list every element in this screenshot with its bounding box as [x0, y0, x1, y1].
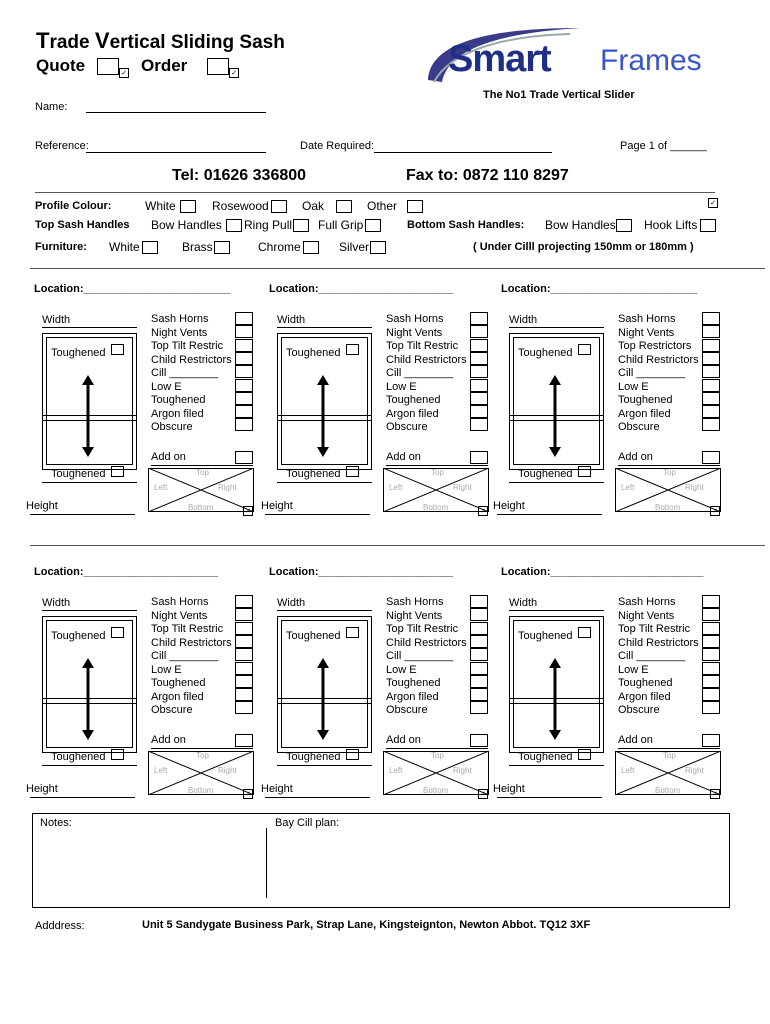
right-label: Right [685, 483, 704, 492]
option-label: Sash Horns [386, 313, 444, 325]
option-checkbox[interactable] [235, 635, 253, 648]
bottom-hook-lifts-checkbox[interactable] [700, 219, 716, 232]
width-label: Width [509, 314, 538, 326]
slide-arrow-icon [80, 375, 96, 457]
bottom-bow-handles: Bow Handles [545, 218, 616, 232]
option-checkbox[interactable] [470, 688, 488, 701]
toughened-bottom-line [42, 482, 137, 483]
title-big-t: T [36, 28, 50, 53]
width-label: Width [509, 597, 538, 609]
furniture-label: Furniture: [35, 241, 87, 253]
top-label: Top [663, 468, 676, 477]
option-checkbox[interactable] [702, 405, 720, 418]
toughened-bottom-line [42, 765, 137, 766]
bottom-label: Bottom [423, 786, 449, 795]
option-label: Sash Horns [386, 596, 444, 608]
option-checkbox[interactable] [702, 648, 720, 661]
width-field[interactable] [42, 610, 137, 611]
order-tick-icon: ✓ [229, 68, 239, 78]
slide-arrow-icon [315, 658, 331, 740]
furniture-brass: Brass [182, 240, 213, 254]
option-label: Argon filed [386, 690, 439, 703]
toughened-bottom-line [509, 765, 604, 766]
toughened-top-label: Toughened [286, 630, 341, 642]
toughened-top-checkbox[interactable] [346, 627, 359, 638]
tick-icon: ✓ [708, 198, 718, 208]
add-on-label: Add on [386, 451, 421, 463]
form-title [36, 28, 285, 54]
option-label: Low E [386, 663, 417, 676]
option-checkbox[interactable] [235, 648, 253, 661]
top-ring-pull-checkbox[interactable] [293, 219, 309, 232]
toughened-top-label: Toughened [518, 630, 573, 642]
option-label: Argon filed [151, 690, 204, 703]
notes-label[interactable]: Notes: [40, 817, 72, 829]
right-label: Right [453, 483, 472, 492]
tick-icon: ✓ [478, 506, 488, 516]
toughened-bottom-checkbox[interactable] [111, 749, 124, 760]
location-field[interactable]: Location:______________________ [269, 283, 454, 295]
divider [35, 192, 715, 193]
toughened-bottom-label: Toughened [286, 751, 341, 763]
right-label: Right [218, 483, 237, 492]
profile-colour-label: Profile Colour: [35, 200, 112, 212]
height-field[interactable] [265, 797, 370, 798]
option-label: Night Vents [386, 326, 443, 339]
order-label: Order [141, 56, 188, 75]
quote-tick-icon: ✓ [119, 68, 129, 78]
option-checkbox[interactable] [470, 365, 488, 378]
option-checkbox[interactable] [470, 405, 488, 418]
height-field[interactable] [497, 514, 602, 515]
option-checkbox[interactable] [235, 405, 253, 418]
option-checkbox[interactable] [470, 622, 488, 635]
notes-box [32, 813, 730, 908]
location-field[interactable]: Location:________________________ [34, 283, 231, 295]
add-on-line [151, 748, 253, 749]
add-on-label: Add on [386, 734, 421, 746]
option-label: Night Vents [151, 609, 208, 622]
height-label: Height [493, 783, 525, 795]
window-panel-6 [493, 566, 718, 798]
furniture-silver-checkbox[interactable] [370, 241, 386, 254]
option-label: Toughened [618, 394, 673, 406]
profile-rosewood: Rosewood [212, 199, 269, 213]
option-label: Obscure [386, 421, 428, 433]
tick-icon: ✓ [710, 506, 720, 516]
logo-smart: Smart [448, 38, 551, 80]
option-checkbox[interactable] [235, 662, 253, 675]
option-checkbox[interactable] [235, 325, 253, 338]
add-on-label: Add on [151, 451, 186, 463]
bottom-hook-lifts: Hook Lifts [644, 218, 698, 232]
cill-note: ( Under Cilll projecting 150mm or 180mm ) [473, 241, 694, 253]
option-label: Top Tilt Restric [386, 340, 459, 352]
option-label: Low E [618, 663, 649, 676]
toughened-top-label: Toughened [286, 347, 341, 359]
option-label: Argon filed [386, 407, 439, 420]
title-rade: rade [49, 32, 95, 53]
left-label: Left [389, 766, 403, 775]
width-label: Width [277, 314, 306, 326]
height-field[interactable] [30, 797, 135, 798]
option-label: Night Vents [386, 609, 443, 622]
location-field[interactable]: Location:______________________ [269, 566, 454, 578]
option-checkbox[interactable] [470, 312, 488, 325]
option-checkbox[interactable] [235, 595, 253, 608]
right-label: Right [685, 766, 704, 775]
tick-icon: ✓ [478, 789, 488, 799]
top-label: Top [196, 751, 209, 760]
left-label: Left [621, 766, 635, 775]
profile-oak-checkbox[interactable] [336, 200, 352, 213]
height-label: Height [261, 783, 293, 795]
option-checkbox[interactable] [235, 688, 253, 701]
option-checkbox[interactable] [702, 701, 720, 714]
toughened-top-checkbox[interactable] [346, 344, 359, 355]
add-on-checkbox[interactable] [235, 451, 253, 464]
furniture-chrome: Chrome [258, 240, 301, 254]
left-label: Left [389, 483, 403, 492]
toughened-bottom-checkbox[interactable] [111, 466, 124, 477]
option-checkbox[interactable] [702, 379, 720, 392]
toughened-bottom-checkbox[interactable] [578, 749, 591, 760]
profile-white-checkbox[interactable] [180, 200, 196, 213]
top-ring-pull: Ring Pull [244, 218, 293, 232]
profile-white: White [145, 199, 176, 213]
option-label: Argon filed [151, 407, 204, 420]
option-checkbox[interactable] [470, 325, 488, 338]
bottom-label: Bottom [423, 503, 449, 512]
option-label: Night Vents [618, 326, 675, 339]
top-full-grip-checkbox[interactable] [365, 219, 381, 232]
toughened-top-checkbox[interactable] [578, 344, 591, 355]
toughened-bottom-checkbox[interactable] [346, 749, 359, 760]
title-rest: ertical Sliding Sash [109, 32, 285, 53]
top-full-grip: Full Grip [318, 218, 364, 232]
option-checkbox[interactable] [235, 701, 253, 714]
height-field[interactable] [265, 514, 370, 515]
option-checkbox[interactable] [470, 675, 488, 688]
option-label: Child Restrictors [618, 353, 699, 366]
option-checkbox[interactable] [235, 365, 253, 378]
height-label: Height [493, 500, 525, 512]
tick-icon: ✓ [243, 506, 253, 516]
profile-other: Other [367, 199, 398, 213]
option-checkbox[interactable] [702, 312, 720, 325]
option-label: Argon filed [618, 407, 671, 420]
option-label: Sash Horns [151, 596, 209, 608]
toughened-bottom-label: Toughened [51, 468, 106, 480]
slide-arrow-icon [547, 375, 563, 457]
window-panel-4 [26, 566, 251, 798]
add-on-label: Add on [618, 451, 653, 463]
option-label: Obscure [151, 421, 193, 433]
slide-arrow-icon [547, 658, 563, 740]
toughened-top-label: Toughened [518, 347, 573, 359]
option-checkbox[interactable] [702, 622, 720, 635]
option-checkbox[interactable] [470, 608, 488, 621]
option-checkbox[interactable] [702, 608, 720, 621]
tick-icon: ✓ [243, 789, 253, 799]
add-on-line [386, 465, 488, 466]
smartframes-logo [420, 22, 730, 92]
option-checkbox[interactable] [702, 392, 720, 405]
option-checkbox[interactable] [235, 339, 253, 352]
address-text: Unit 5 Sandygate Business Park, Strap Lane, Kingsteignton, Newton Abbot. TQ12 3XF [142, 919, 591, 931]
add-on-line [618, 465, 720, 466]
option-checkbox[interactable] [470, 662, 488, 675]
width-label: Width [42, 314, 71, 326]
quote-label: Quote [36, 56, 86, 75]
option-label: Toughened [151, 677, 206, 689]
location-field[interactable]: Location:_________________________ [501, 566, 704, 578]
option-label: Low E [618, 380, 649, 393]
width-field[interactable] [277, 610, 372, 611]
location-field[interactable]: Location:________________________ [501, 283, 698, 295]
add-on-checkbox[interactable] [702, 734, 720, 747]
top-label: Top [431, 751, 444, 760]
height-field[interactable] [497, 797, 602, 798]
height-label: Height [261, 500, 293, 512]
toughened-bottom-label: Toughened [518, 468, 573, 480]
option-checkbox[interactable] [470, 595, 488, 608]
option-label: Cill ________ [618, 367, 686, 379]
option-checkbox[interactable] [702, 365, 720, 378]
title-big-v: V [94, 28, 110, 53]
option-label: Top Tilt Restric [386, 623, 459, 635]
tel-number: Tel: 01626 336800 [172, 167, 307, 184]
right-label: Right [453, 766, 472, 775]
slide-arrow-icon [315, 375, 331, 457]
option-checkbox[interactable] [470, 418, 488, 431]
option-checkbox[interactable] [235, 622, 253, 635]
slide-arrow-icon [80, 658, 96, 740]
furniture-chrome-checkbox[interactable] [303, 241, 319, 254]
option-checkbox[interactable] [470, 339, 488, 352]
top-bow-handles: Bow Handles [151, 218, 222, 232]
option-label: Child Restrictors [151, 353, 232, 366]
add-on-checkbox[interactable] [470, 734, 488, 747]
option-label: Child Restrictors [386, 636, 467, 649]
add-on-line [618, 748, 720, 749]
divider [30, 268, 765, 269]
reference-label: Reference: [35, 140, 89, 152]
option-label: Low E [151, 380, 182, 393]
order-checkbox[interactable] [207, 58, 229, 75]
option-checkbox[interactable] [702, 352, 720, 365]
option-label: Argon filed [618, 690, 671, 703]
option-checkbox[interactable] [470, 352, 488, 365]
address-label: Adddress: [35, 920, 85, 932]
top-label: Top [196, 468, 209, 477]
quote-checkbox[interactable] [97, 58, 119, 75]
date-field[interactable] [374, 152, 552, 153]
option-label: Cill ________ [386, 367, 454, 379]
option-checkbox[interactable] [235, 392, 253, 405]
right-label: Right [218, 766, 237, 775]
option-label: Low E [151, 663, 182, 676]
option-checkbox[interactable] [702, 595, 720, 608]
option-label: Sash Horns [618, 313, 676, 325]
profile-oak: Oak [302, 199, 325, 213]
height-label: Height [26, 783, 58, 795]
option-label: Child Restrictors [386, 353, 467, 366]
option-checkbox[interactable] [702, 675, 720, 688]
add-on-label: Add on [151, 734, 186, 746]
furniture-brass-checkbox[interactable] [214, 241, 230, 254]
option-label: Toughened [386, 394, 441, 406]
option-label: Obscure [386, 704, 428, 716]
option-label: Child Restrictors [151, 636, 232, 649]
add-on-line [151, 465, 253, 466]
window-panel-5 [261, 566, 486, 798]
toughened-top-checkbox[interactable] [111, 627, 124, 638]
profile-rosewood-checkbox[interactable] [271, 200, 287, 213]
page-label: Page 1 of ______ [620, 140, 707, 152]
furniture-white-checkbox[interactable] [142, 241, 158, 254]
option-label: Night Vents [151, 326, 208, 339]
toughened-bottom-line [277, 482, 372, 483]
option-checkbox[interactable] [470, 379, 488, 392]
furniture-white: White [109, 240, 140, 254]
add-on-line [386, 748, 488, 749]
bay-cill-label[interactable]: Bay Cill plan: [275, 817, 340, 829]
profile-other-checkbox[interactable] [407, 200, 423, 213]
width-label: Width [277, 597, 306, 609]
option-label: Toughened [386, 677, 441, 689]
toughened-top-label: Toughened [51, 347, 106, 359]
toughened-bottom-line [509, 482, 604, 483]
option-checkbox[interactable] [702, 325, 720, 338]
width-field[interactable] [42, 327, 137, 328]
reference-field[interactable] [86, 152, 266, 153]
tick-icon: ✓ [710, 789, 720, 799]
option-checkbox[interactable] [470, 701, 488, 714]
option-checkbox[interactable] [235, 675, 253, 688]
option-checkbox[interactable] [235, 312, 253, 325]
option-checkbox[interactable] [235, 418, 253, 431]
top-label: Top [663, 751, 676, 760]
date-label: Date Required: [300, 140, 374, 152]
option-label: Sash Horns [151, 313, 209, 325]
window-panel-2 [261, 283, 486, 515]
toughened-bottom-label: Toughened [518, 751, 573, 763]
option-checkbox[interactable] [470, 648, 488, 661]
top-handles-label: Top Sash Handles [35, 219, 130, 231]
bottom-label: Bottom [655, 786, 681, 795]
option-label: Child Restrictors [618, 636, 699, 649]
bottom-bow-handles-checkbox[interactable] [616, 219, 632, 232]
left-label: Left [154, 483, 168, 492]
option-checkbox[interactable] [235, 379, 253, 392]
toughened-bottom-checkbox[interactable] [346, 466, 359, 477]
option-checkbox[interactable] [235, 608, 253, 621]
width-field[interactable] [509, 327, 604, 328]
option-checkbox[interactable] [235, 352, 253, 365]
width-field[interactable] [277, 327, 372, 328]
option-label: Obscure [618, 421, 660, 433]
add-on-checkbox[interactable] [470, 451, 488, 464]
add-on-checkbox[interactable] [235, 734, 253, 747]
toughened-bottom-checkbox[interactable] [578, 466, 591, 477]
option-label: Top Tilt Restric [618, 623, 691, 635]
option-checkbox[interactable] [702, 339, 720, 352]
option-label: Night Vents [618, 609, 675, 622]
add-on-label: Add on [618, 734, 653, 746]
toughened-top-checkbox[interactable] [111, 344, 124, 355]
option-checkbox[interactable] [470, 635, 488, 648]
option-label: Cill ________ [151, 367, 219, 379]
toughened-top-checkbox[interactable] [578, 627, 591, 638]
divider [30, 545, 765, 546]
option-label: Obscure [151, 704, 193, 716]
window-panel-3 [493, 283, 718, 515]
name-label: Name: [35, 101, 68, 113]
bottom-label: Bottom [188, 786, 214, 795]
logo-frames: Frames [600, 44, 702, 77]
height-field[interactable] [30, 514, 135, 515]
furniture-silver: Silver [339, 240, 370, 254]
option-checkbox[interactable] [702, 418, 720, 431]
option-label: Low E [386, 380, 417, 393]
height-label: Height [26, 500, 58, 512]
option-label: Sash Horns [618, 596, 676, 608]
option-label: Toughened [618, 677, 673, 689]
option-label: Cill ________ [386, 650, 454, 662]
toughened-bottom-label: Toughened [286, 468, 341, 480]
toughened-bottom-label: Toughened [51, 751, 106, 763]
add-on-checkbox[interactable] [702, 451, 720, 464]
option-checkbox[interactable] [702, 688, 720, 701]
toughened-bottom-line [277, 765, 372, 766]
bottom-handles-label: Bottom Sash Handles: [407, 219, 525, 231]
left-label: Left [154, 766, 168, 775]
option-label: Cill ________ [151, 650, 219, 662]
option-label: Obscure [618, 704, 660, 716]
option-label: Top Tilt Restric [151, 623, 224, 635]
left-label: Left [621, 483, 635, 492]
bottom-label: Bottom [655, 503, 681, 512]
option-checkbox[interactable] [702, 635, 720, 648]
option-checkbox[interactable] [470, 392, 488, 405]
notes-divider [266, 828, 267, 898]
option-label: Top Tilt Restric [151, 340, 224, 352]
width-label: Width [42, 597, 71, 609]
fax-number: Fax to: 0872 110 8297 [406, 167, 569, 184]
option-label: Cill ________ [618, 650, 686, 662]
toughened-top-label: Toughened [51, 630, 106, 642]
top-label: Top [431, 468, 444, 477]
location-field[interactable]: Location:______________________ [34, 566, 219, 578]
tagline: The No1 Trade Vertical Slider [483, 89, 635, 101]
top-bow-handles-checkbox[interactable] [226, 219, 242, 232]
option-label: Top Restrictors [618, 340, 692, 352]
width-field[interactable] [509, 610, 604, 611]
window-panel-1 [26, 283, 251, 515]
bottom-label: Bottom [188, 503, 214, 512]
option-label: Toughened [151, 394, 206, 406]
name-field[interactable] [86, 112, 266, 113]
option-checkbox[interactable] [702, 662, 720, 675]
